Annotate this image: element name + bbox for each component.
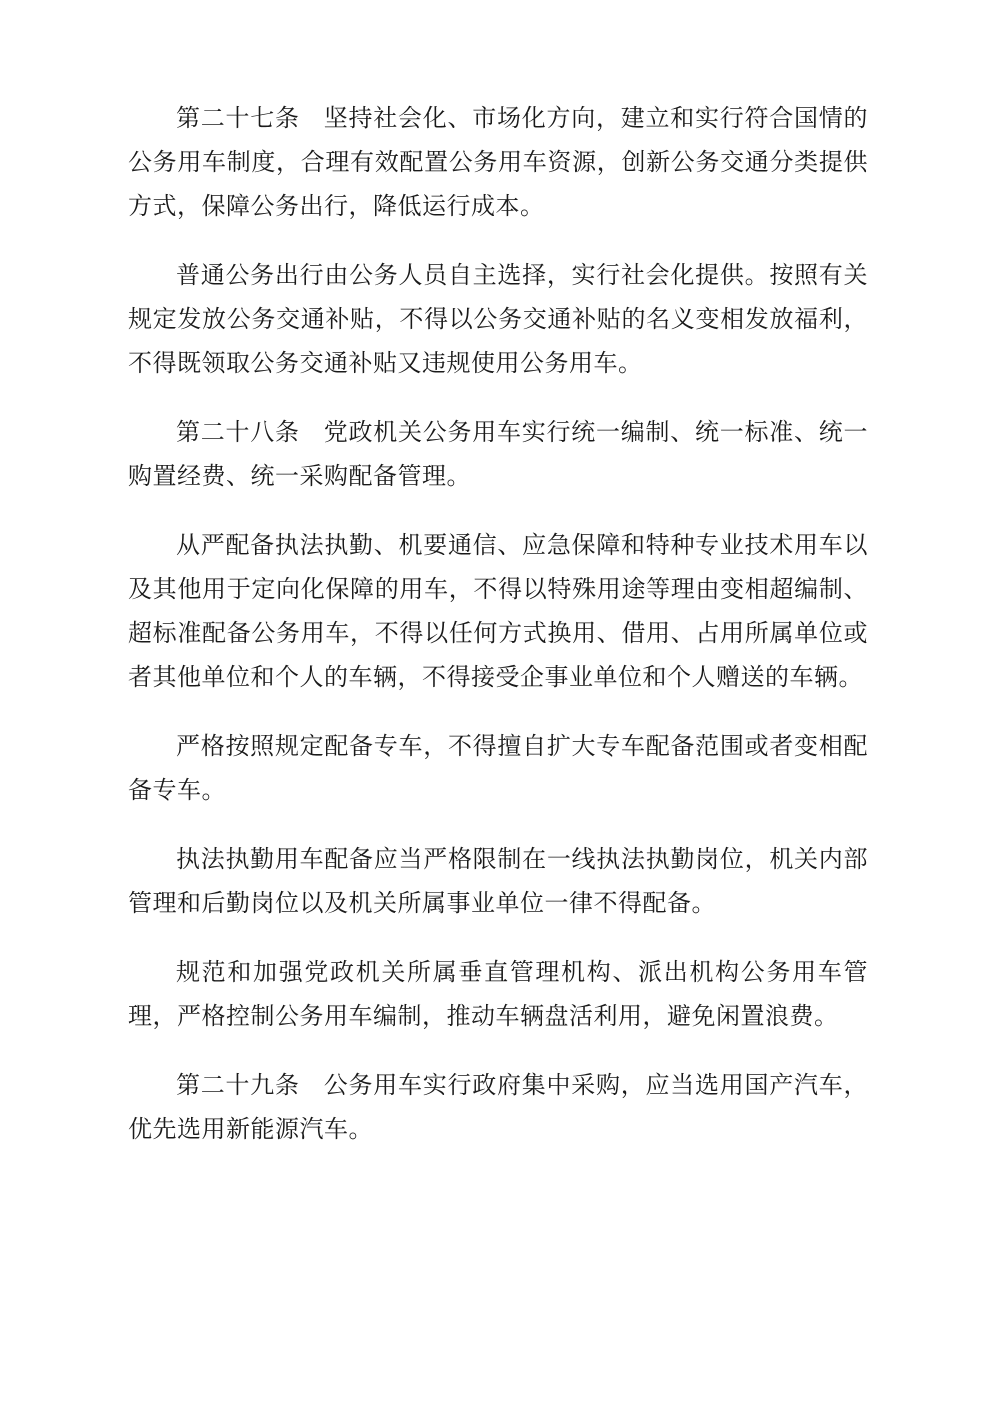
- paragraph-text: 从严配备执法执勤、机要通信、应急保障和特种专业技术用车以及其他用于定向化保障的用车，不得以特殊用途等理由变相超编制、超标准配备公务用车，不得以任何方式换用、借用、占用所属单位或者其他单位和个人的车辆，不得接受企事业单位和个人赠送的车辆。: [128, 531, 868, 691]
- article-number: 第二十九条: [176, 1071, 300, 1099]
- document-body: [128, 96, 868, 1176]
- paragraph-text: 严格按照规定配备专车，不得擅自扩大专车配备范围或者变相配备专车。: [128, 732, 868, 804]
- paragraph-27-2: [128, 253, 868, 385]
- paragraph-text: 规范和加强党政机关所属垂直管理机构、派出机构公务用车管理，严格控制公务用车编制，推动车辆盘活利用，避免闲置浪费。: [128, 958, 868, 1030]
- paragraph-28-4: [128, 837, 868, 925]
- paragraph-28-5: [128, 950, 868, 1038]
- paragraph-28-2: [128, 523, 868, 699]
- paragraph-article-28: [128, 410, 868, 498]
- paragraph-text: 普通公务出行由公务人员自主选择，实行社会化提供。按照有关规定发放公务交通补贴，不得以公务交通补贴的名义变相发放福利，不得既领取公务交通补贴又违规使用公务用车。: [128, 261, 868, 377]
- article-number: 第二十八条: [176, 418, 300, 446]
- article-number: 第二十七条: [176, 104, 300, 132]
- paragraph-text: 党政机关公务用车实行统一编制、统一标准、统一购置经费、统一采购配备管理。: [128, 418, 868, 490]
- paragraph-article-29: [128, 1063, 868, 1151]
- paragraph-text: 公务用车实行政府集中采购，应当选用国产汽车，优先选用新能源汽车。: [128, 1071, 868, 1143]
- paragraph-text: 执法执勤用车配备应当严格限制在一线执法执勤岗位，机关内部管理和后勤岗位以及机关所属事业单位一律不得配备。: [128, 845, 868, 917]
- paragraph-text: 坚持社会化、市场化方向，建立和实行符合国情的公务用车制度，合理有效配置公务用车资源，创新公务交通分类提供方式，保障公务出行，降低运行成本。: [128, 104, 868, 220]
- paragraph-article-27: [128, 96, 868, 228]
- paragraph-28-3: [128, 724, 868, 812]
